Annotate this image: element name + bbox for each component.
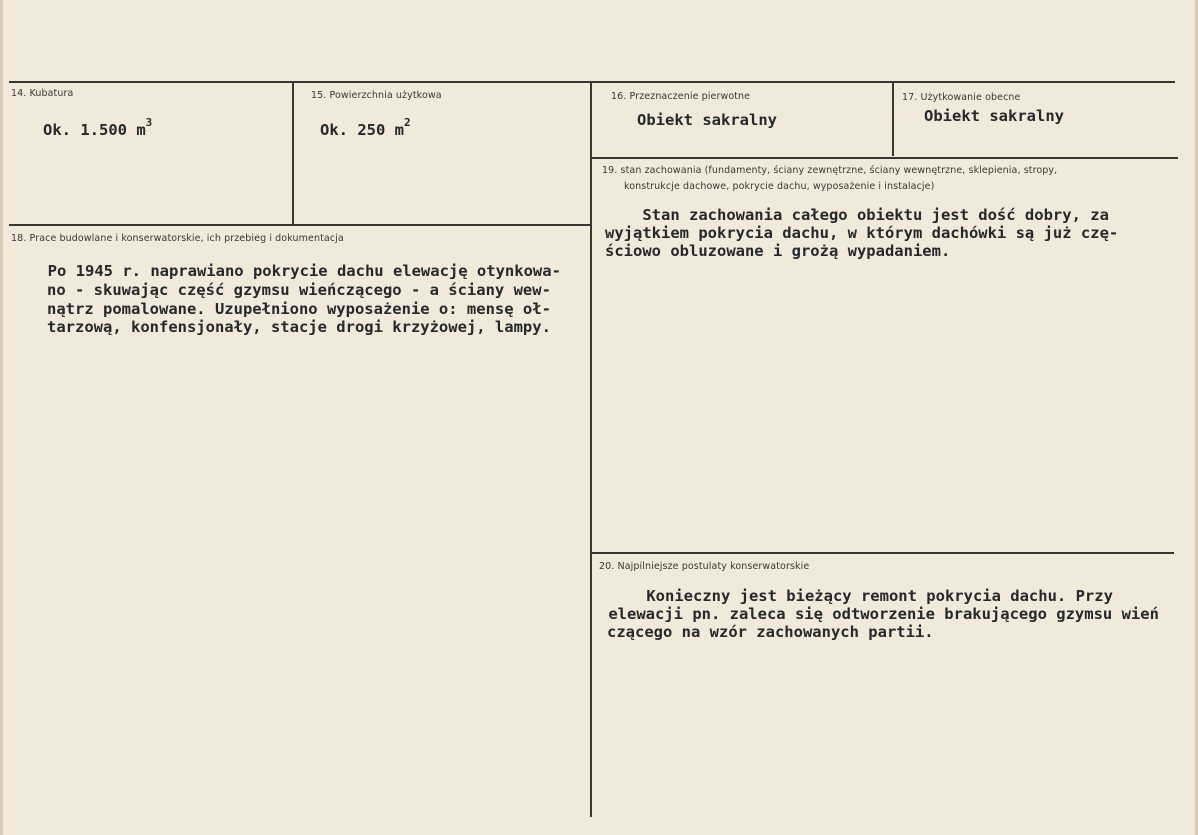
field-20-line-3: czącego na wzór zachowanych partii. — [607, 623, 934, 641]
field-18-label: 18. Prace budowlane i konserwatorskie, ich przebieg i dokumentacja — [11, 233, 344, 244]
field-18-line-4: tarzową, konfensjonały, stacje drogi krzyżowej, lampy. — [47, 318, 551, 336]
field-19-line-3: ściowo obluzowane i grożą wypadaniem. — [605, 242, 951, 260]
field-19-label-line-2: konstrukcje dachowe, pokrycie dachu, wyposażenie i instalacje) — [624, 181, 935, 192]
field-16-value: Obiekt sakralny — [637, 111, 777, 129]
field-15-text: Ok. 250 m — [320, 121, 404, 140]
field-15-label: 15. Powierzchnia użytkowa — [311, 90, 442, 101]
field-18-line-1: Po 1945 r. naprawiano pokrycie dachu elewację otynkowa- — [29, 262, 561, 280]
field-20-label: 20. Najpilniejsze postulaty konserwatorskie — [599, 561, 810, 572]
field-17-label: 17. Użytkowanie obecne — [902, 92, 1021, 103]
field-16-label: 16. Przeznaczenie pierwotne — [611, 91, 751, 102]
field-15-value — [320, 116, 411, 140]
field-19-label-line-1: 19. stan zachowania (fundamenty, ściany zewnętrzne, ściany wewnętrzne, sklepienia, stropy, — [602, 165, 1058, 176]
divider-top — [9, 81, 1175, 83]
field-15-superscript: 2 — [404, 116, 411, 129]
field-19-line-1: Stan zachowania całego obiektu jest dość dobry, za — [605, 206, 1109, 224]
field-14-text: Ok. 1.500 m — [43, 121, 146, 140]
field-19-line-2: wyjątkiem pokrycia dachu, w którym dachówki są już czę- — [605, 224, 1119, 242]
divider-right-top — [591, 157, 1178, 159]
field-14-value — [43, 116, 152, 140]
divider-left-mid — [9, 224, 591, 226]
field-20-line-1: Konieczny jest bieżący remont pokrycia dachu. Przy — [609, 587, 1113, 605]
field-17-value: Obiekt sakralny — [924, 107, 1064, 125]
field-18-line-2: no - skuwając część gzymsu wieńczącego - a ściany wew- — [47, 281, 551, 299]
divider-16-17 — [892, 82, 894, 156]
divider-right-bottom — [591, 552, 1174, 554]
divider-left-right — [590, 82, 592, 817]
field-18-line-3: nątrz pomalowane. Uzupełniono wyposażenie o: mensę oł- — [47, 300, 551, 318]
field-14-label: 14. Kubatura — [11, 88, 74, 99]
field-20-line-2: elewacji pn. zaleca się odtworzenie brakującego gzymsu wień — [599, 605, 1159, 623]
divider-14-15 — [292, 82, 294, 225]
field-14-superscript: 3 — [145, 116, 153, 129]
